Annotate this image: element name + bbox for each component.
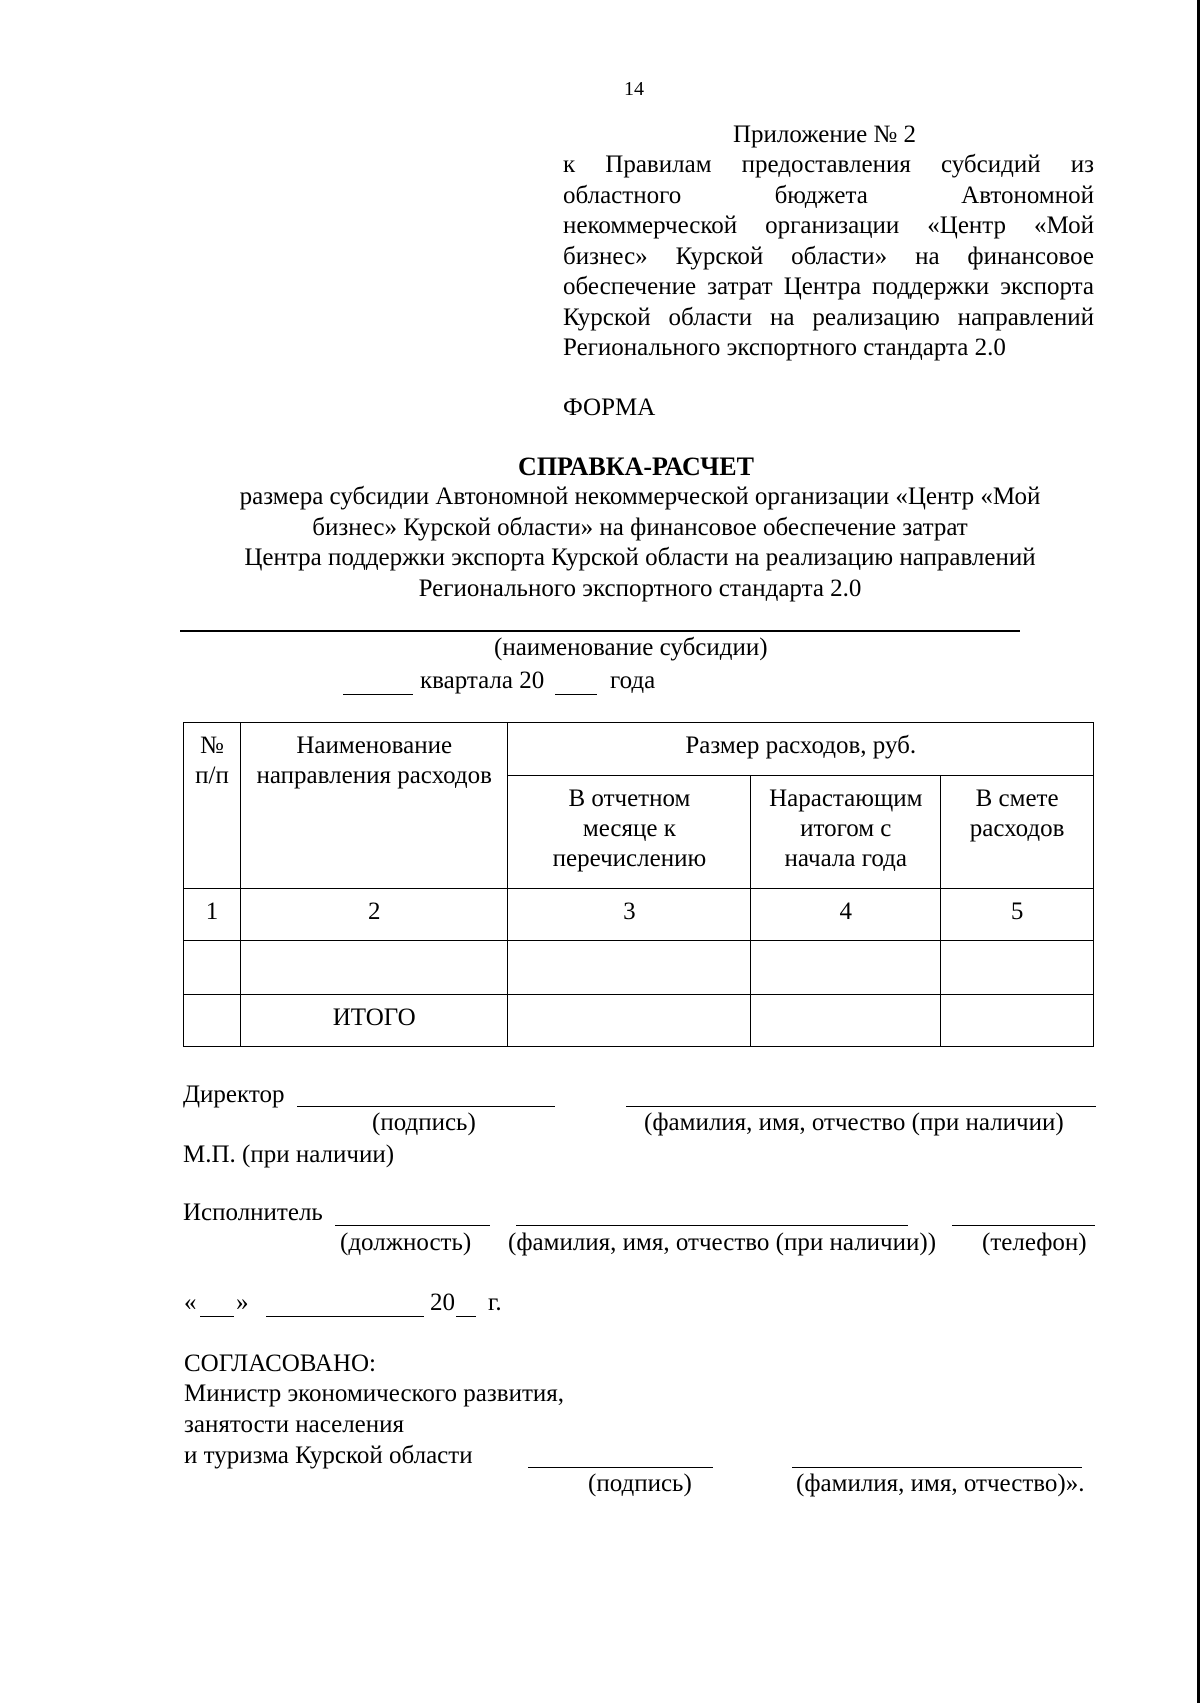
date-open-quote: «: [184, 1289, 197, 1316]
header-name: Наименование направления расходов: [240, 723, 508, 889]
table-cell: 3: [508, 889, 751, 941]
subtitle-line: Регионального экспортного стандарта 2.0: [418, 574, 862, 602]
appendix-body: к Правилам предоставления субсидий из областного бюджета Автономной некоммерческой организации «Центр «Мой бизнес» Курской области» на финансовое обеспечение затрат Центра поддержки экспорта Курской области на реализацию направлений Регионального экспортного стандарта 2.0: [563, 151, 1094, 361]
document-title: СПРАВКА-РАСЧЕТ: [518, 452, 754, 481]
table-header-row: [184, 723, 1094, 776]
table-cell: [508, 995, 751, 1047]
date-close-quote: »: [236, 1289, 249, 1316]
table-cell: [184, 995, 241, 1047]
quarter-blank: [343, 694, 413, 695]
table-cell: [240, 941, 508, 995]
minister-signature-hint: (подпись): [588, 1470, 692, 1497]
table-cell: [184, 941, 241, 995]
header-group: Размер расходов, руб.: [508, 723, 1094, 776]
table-cell: [751, 941, 941, 995]
stamp-label: М.П. (при наличии): [183, 1141, 395, 1168]
subsidy-name-hint: (наименование субсидии): [494, 634, 768, 661]
table-cell: 2: [240, 889, 508, 941]
date-suffix: г.: [488, 1289, 502, 1316]
director-fio-hint: (фамилия, имя, отчество (при наличии): [644, 1109, 1064, 1136]
executor-phone-hint: (телефон): [982, 1229, 1087, 1256]
total-label: ИТОГО: [240, 995, 508, 1047]
minister-fio-line: [792, 1467, 1082, 1468]
expense-table: [183, 722, 1094, 1047]
table-cell: [941, 941, 1094, 995]
minister-signature-line: [528, 1467, 713, 1468]
table-cell: 1: [184, 889, 241, 941]
table-row: [184, 941, 1094, 995]
form-label: ФОРМА: [563, 394, 656, 421]
subsidy-name-line: [180, 630, 1020, 632]
minister-line: Министр экономического развития,: [184, 1380, 565, 1407]
table-cell: [751, 995, 941, 1047]
minister-line: занятости населения: [184, 1411, 405, 1438]
director-label: Директор: [183, 1081, 285, 1108]
minister-fio-hint: (фамилия, имя, отчество)».: [796, 1470, 1085, 1497]
table-numbering-row: [184, 889, 1094, 941]
executor-position-hint: (должность): [340, 1229, 472, 1256]
header-budget: В смете расходов: [941, 776, 1094, 889]
header-num: № п/п: [184, 723, 241, 889]
executor-phone-line: [952, 1225, 1095, 1226]
quarter-label: квартала 20: [420, 667, 545, 694]
table-cell: 4: [751, 889, 941, 941]
date-month-line: [266, 1316, 424, 1317]
date-day-line: [200, 1316, 234, 1317]
appendix-title: Приложение № 2: [733, 121, 917, 148]
executor-label: Исполнитель: [183, 1199, 323, 1226]
executor-fio-line: [516, 1225, 908, 1226]
table-cell: [941, 995, 1094, 1047]
executor-position-line: [335, 1225, 490, 1226]
header-cumulative: Нарастающим итогом с начала года: [751, 776, 941, 889]
director-fio-line: [626, 1106, 1096, 1107]
page-number: 14: [624, 78, 644, 100]
executor-fio-hint: (фамилия, имя, отчество (при наличии)): [508, 1229, 937, 1256]
director-signature-hint: (подпись): [372, 1109, 476, 1136]
date-year-line: [456, 1316, 476, 1317]
subtitle-line: размера субсидии Автономной некоммерческой организации «Центр «Мой: [239, 483, 1041, 510]
year-label: года: [610, 667, 656, 694]
document-subtitle: [200, 482, 1080, 604]
subtitle-line: бизнес» Курской области» на финансовое обеспечение затрат: [312, 513, 968, 541]
subtitle-line: Центра поддержки экспорта Курской области на реализацию направлений: [244, 544, 1036, 571]
minister-line: и туризма Курской области: [184, 1442, 473, 1469]
header-month: В отчетном месяце к перечислению: [508, 776, 751, 889]
table-cell: [508, 941, 751, 995]
table-cell: 5: [941, 889, 1094, 941]
table-total-row: [184, 995, 1094, 1047]
date-year: 20: [430, 1289, 455, 1316]
agreed-label: СОГЛАСОВАНО:: [184, 1350, 377, 1377]
year-blank: [555, 694, 597, 695]
director-signature-line: [297, 1106, 555, 1107]
